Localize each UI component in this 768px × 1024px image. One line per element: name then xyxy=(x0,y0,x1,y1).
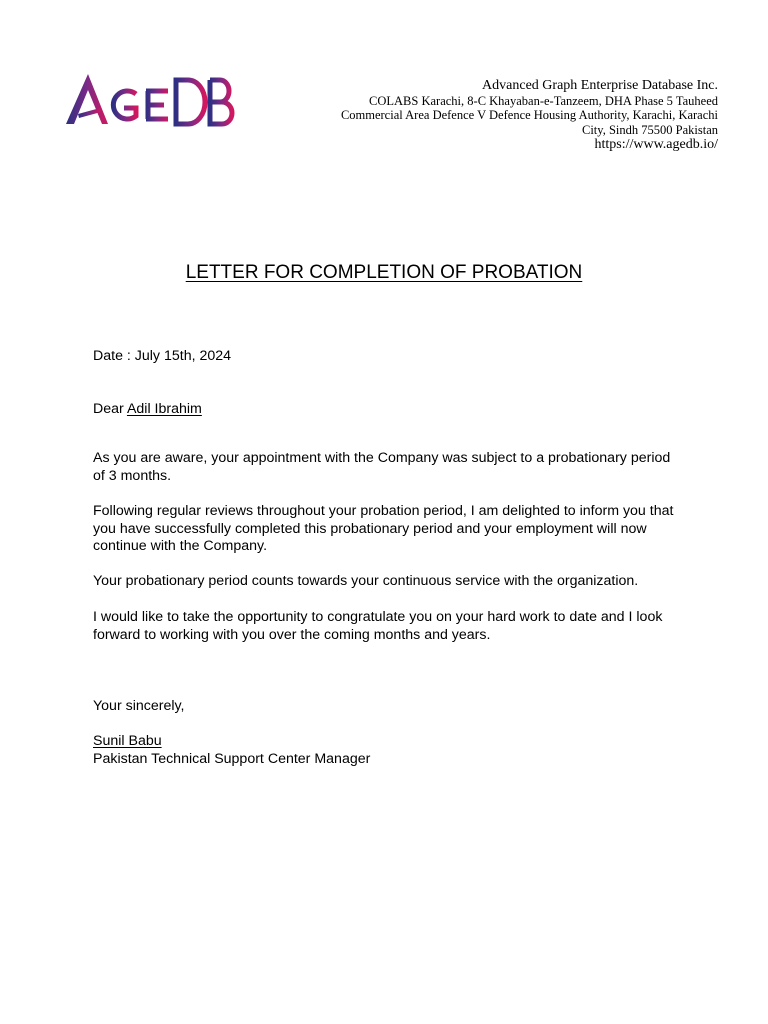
recipient-name: Adil Ibrahim xyxy=(126,401,202,417)
company-name: Advanced Graph Enterprise Database Inc. xyxy=(482,78,718,93)
company-address-line1: COLABS Karachi, 8-C Khayaban-e-Tanzeem, DHA Phase 5 Tauheed xyxy=(369,94,718,108)
letter-title: LETTER FOR COMPLETION OF PROBATION xyxy=(185,262,583,283)
closing: Your sincerely, xyxy=(93,698,185,714)
agedb-logo-mark xyxy=(64,70,236,128)
salutation-word: Dear xyxy=(93,401,124,417)
letter-date: Date : July 15th, 2024 xyxy=(93,348,232,364)
company-url[interactable]: https://www.agedb.io/ xyxy=(594,136,718,152)
agedb-logo xyxy=(64,70,236,128)
paragraph-1: As you are aware, your appointment with the Company was subject to a probationary period of 3 months. xyxy=(93,450,671,484)
signatory-title: Pakistan Technical Support Center Manager xyxy=(93,751,371,767)
company-address-line2: Commercial Area Defence V Defence Housing Authority, Karachi, Karachi xyxy=(340,108,718,123)
company-header xyxy=(330,78,718,153)
salutation xyxy=(93,401,683,419)
signatory-name-row xyxy=(93,733,683,751)
paragraph-3: Your probationary period counts towards your continuous service with the organization. xyxy=(93,573,639,589)
signatory-name: Sunil Babu xyxy=(93,733,162,749)
paragraph-4: I would like to take the opportunity to congratulate you on your hard work to date and I look forward to working with you over the coming months and years. xyxy=(93,609,663,643)
company-address-line3: City, Sindh 75500 Pakistan xyxy=(581,122,718,137)
paragraph-2: Following regular reviews throughout your probation period, I am delighted to inform you that you have successfully completed this probationary period and your employment will now continue with the Company. xyxy=(93,503,674,554)
